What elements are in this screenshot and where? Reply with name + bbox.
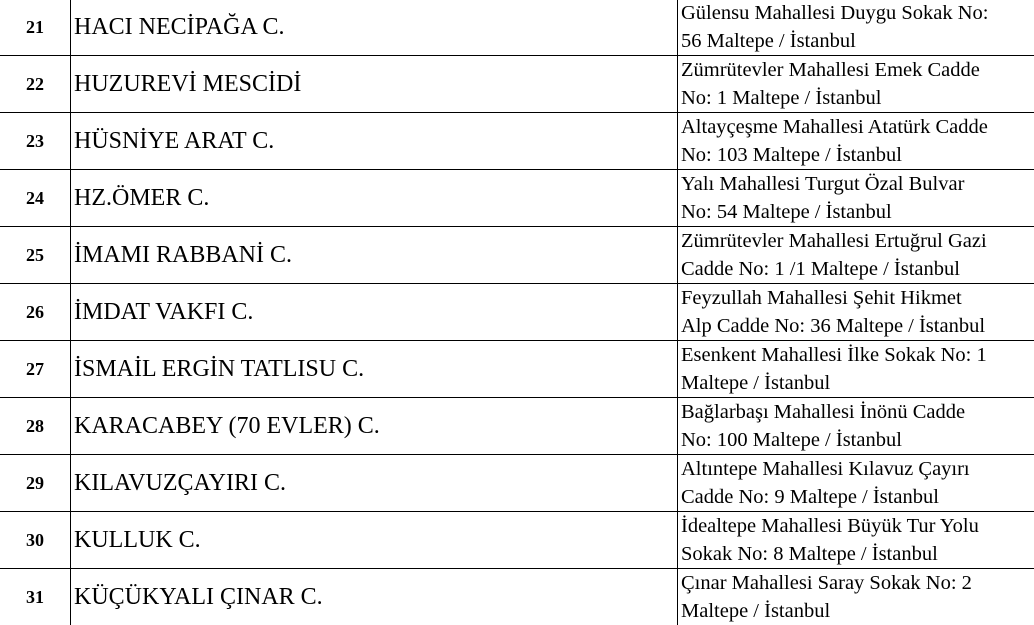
row-number: 22	[0, 56, 71, 113]
table-row	[0, 341, 1034, 398]
address-cell	[678, 113, 1034, 170]
row-number: 24	[0, 170, 71, 227]
address-cell	[678, 227, 1034, 284]
table-row	[0, 569, 1034, 625]
mosque-name: İMDAT VAKFI C.	[71, 284, 678, 341]
mosque-name: HUZUREVİ MESCİDİ	[71, 56, 678, 113]
address-line: Sokak No: 8 Maltepe / İstanbul	[681, 543, 938, 565]
row-number: 27	[0, 341, 71, 398]
address-line: Çınar Mahallesi Saray Sokak No: 2	[681, 572, 972, 594]
mosque-name: KARACABEY (70 EVLER) C.	[71, 398, 678, 455]
address-line: 56 Maltepe / İstanbul	[681, 30, 856, 52]
table-row	[0, 56, 1034, 113]
mosque-name: KÜÇÜKYALI ÇINAR C.	[71, 569, 678, 625]
address-line: Bağlarbaşı Mahallesi İnönü Cadde	[681, 401, 966, 423]
mosque-name: HÜSNİYE ARAT C.	[71, 113, 678, 170]
address-cell	[678, 455, 1034, 512]
address-line: Maltepe / İstanbul	[681, 600, 831, 622]
table-row	[0, 512, 1034, 569]
address-line: Alp Cadde No: 36 Maltepe / İstanbul	[681, 315, 986, 337]
row-number: 29	[0, 455, 71, 512]
address-line: No: 54 Maltepe / İstanbul	[681, 201, 892, 223]
address-line: Altıntepe Mahallesi Kılavuz Çayırı	[681, 458, 970, 480]
table-row	[0, 398, 1034, 455]
address-cell	[678, 569, 1034, 625]
mosque-name: İSMAİL ERGİN TATLISU C.	[71, 341, 678, 398]
address-cell	[678, 398, 1034, 455]
address-line: Yalı Mahallesi Turgut Özal Bulvar	[681, 173, 965, 195]
address-line: No: 1 Maltepe / İstanbul	[681, 87, 882, 109]
address-line: No: 103 Maltepe / İstanbul	[681, 144, 902, 166]
address-line: Gülensu Mahallesi Duygu Sokak No:	[681, 2, 989, 24]
mosque-name: İMAMI RABBANİ C.	[71, 227, 678, 284]
row-number: 31	[0, 569, 71, 625]
address-line: No: 100 Maltepe / İstanbul	[681, 429, 902, 451]
address-cell	[678, 56, 1034, 113]
address-line: İdealtepe Mahallesi Büyük Tur Yolu	[681, 515, 979, 537]
table-row	[0, 170, 1034, 227]
address-line: Feyzullah Mahallesi Şehit Hikmet	[681, 287, 962, 309]
address-line: Cadde No: 1 /1 Maltepe / İstanbul	[681, 258, 960, 280]
table-row	[0, 227, 1034, 284]
address-line: Esenkent Mahallesi İlke Sokak No: 1	[681, 344, 987, 366]
table-row	[0, 113, 1034, 170]
row-number: 21	[0, 0, 71, 56]
row-number: 26	[0, 284, 71, 341]
mosque-name: KILAVUZÇAYIRI C.	[71, 455, 678, 512]
mosque-name: HZ.ÖMER C.	[71, 170, 678, 227]
address-cell	[678, 512, 1034, 569]
mosque-name: HACI NECİPAĞA C.	[71, 0, 678, 56]
table-row	[0, 0, 1034, 56]
address-cell	[678, 284, 1034, 341]
address-cell	[678, 0, 1034, 56]
address-cell	[678, 341, 1034, 398]
address-line: Altayçeşme Mahallesi Atatürk Cadde	[681, 116, 988, 138]
address-line: Zümrütevler Mahallesi Emek Cadde	[681, 59, 980, 81]
address-line: Cadde No: 9 Maltepe / İstanbul	[681, 486, 939, 508]
table-row	[0, 284, 1034, 341]
address-line: Zümrütevler Mahallesi Ertuğrul Gazi	[681, 230, 987, 252]
address-line: Maltepe / İstanbul	[681, 372, 831, 394]
address-cell	[678, 170, 1034, 227]
row-number: 28	[0, 398, 71, 455]
row-number: 25	[0, 227, 71, 284]
table-row	[0, 455, 1034, 512]
row-number: 30	[0, 512, 71, 569]
mosque-name: KULLUK C.	[71, 512, 678, 569]
row-number: 23	[0, 113, 71, 170]
